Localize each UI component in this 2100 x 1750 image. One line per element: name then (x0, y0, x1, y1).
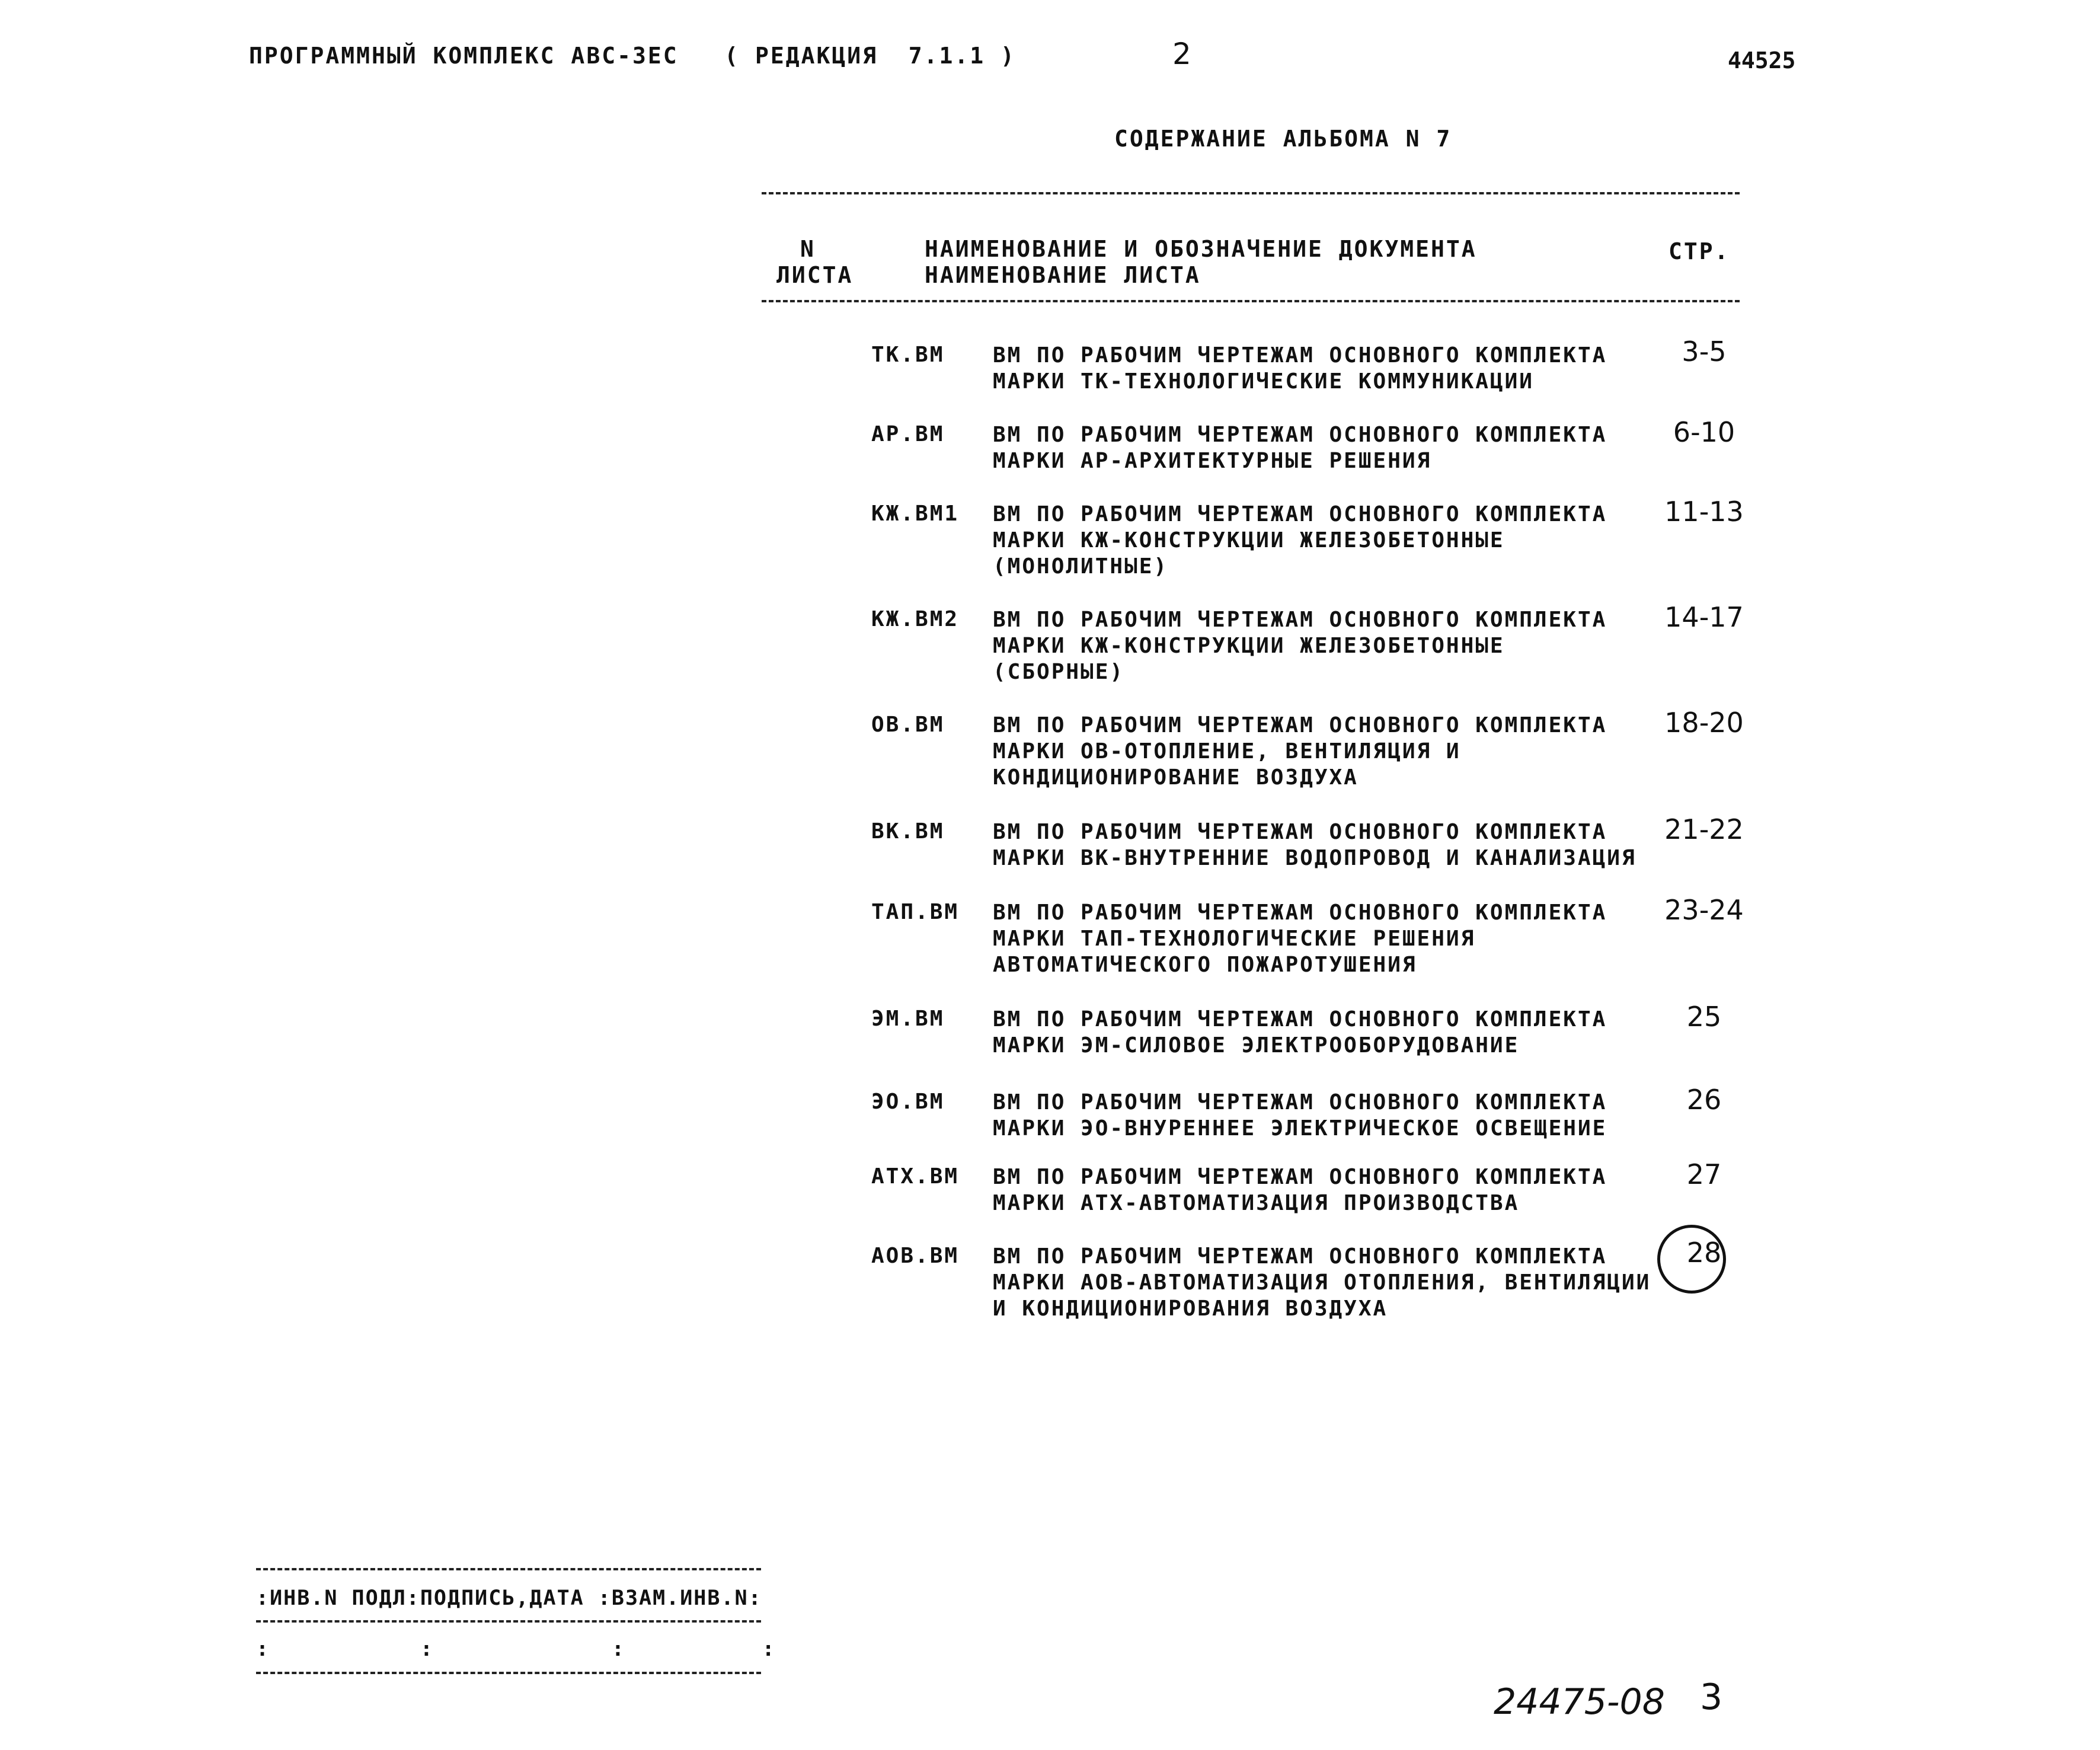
row-pages: 21-22 (1664, 813, 1744, 845)
row-title (993, 900, 1645, 978)
row-title-line: ВМ ПО РАБОЧИМ ЧЕРТЕЖАМ ОСНОВНОГО КОМПЛЕКТА (993, 343, 1607, 368)
row-title (993, 422, 1645, 474)
page-number: 2 (1172, 37, 1191, 71)
row-title-line: (СБОРНЫЕ) (993, 660, 1125, 684)
stamp-header: :ИНВ.N ПОДЛ:ПОДПИСЬ,ДАТА :ВЗАМ.ИНВ.N: (256, 1586, 762, 1610)
row-title (993, 1007, 1645, 1059)
row-title-line: МАРКИ ТК-ТЕХНОЛОГИЧЕСКИЕ КОММУНИКАЦИИ (993, 369, 1534, 394)
row-pages: 3-5 (1682, 336, 1727, 368)
row-title-line: МАРКИ КЖ-КОНСТРУКЦИИ ЖЕЛЕЗОБЕТОННЫЕ (993, 528, 1505, 553)
row-pages: 27 (1686, 1158, 1722, 1190)
row-title (993, 819, 1645, 871)
row-title-line: МАРКИ ТАП-ТЕХНОЛОГИЧЕСКИЕ РЕШЕНИЯ (993, 927, 1476, 951)
stamp-empty-row: : : : : (256, 1637, 776, 1661)
row-pages: 6-10 (1673, 416, 1735, 448)
row-code: ЭМ.ВМ (871, 1007, 945, 1031)
row-title-line: ВМ ПО РАБОЧИМ ЧЕРТЕЖАМ ОСНОВНОГО КОМПЛЕКТА (993, 1165, 1607, 1189)
row-title-line: МАРКИ АР-АРХИТЕКТУРНЫЕ РЕШЕНИЯ (993, 449, 1432, 473)
row-title-line: МАРКИ ВК-ВНУТРЕННИЕ ВОДОПРОВОД И КАНАЛИЗАЦИЯ (993, 846, 1636, 870)
col-header-no-1: N (800, 236, 816, 262)
row-title-line: МАРКИ АОВ-АВТОМАТИЗАЦИЯ ОТОПЛЕНИЯ, ВЕНТИЛЯЦИИ (993, 1270, 1651, 1295)
row-code: ЭО.ВМ (871, 1090, 945, 1114)
page-title: СОДЕРЖАНИЕ АЛЬБОМА N 7 (1114, 126, 1452, 152)
row-title (993, 607, 1645, 685)
row-code: ТАП.ВМ (871, 900, 960, 924)
row-title-line: КОНДИЦИОНИРОВАНИЕ ВОЗДУХА (993, 765, 1359, 790)
row-title-line: ВМ ПО РАБОЧИМ ЧЕРТЕЖАМ ОСНОВНОГО КОМПЛЕКТА (993, 820, 1607, 844)
stamp-top-rule (256, 1568, 761, 1570)
row-code: ВК.ВМ (871, 819, 945, 844)
row-pages: 14-17 (1664, 601, 1744, 633)
row-title-line: (МОНОЛИТНЫЕ) (993, 554, 1169, 579)
row-code: ТК.ВМ (871, 343, 945, 367)
col-header-name-2: НАИМЕНОВАНИЕ ЛИСТА (925, 262, 1201, 288)
row-title (993, 1090, 1645, 1142)
row-pages: 26 (1686, 1084, 1722, 1116)
row-title-line: ВМ ПО РАБОЧИМ ЧЕРТЕЖАМ ОСНОВНОГО КОМПЛЕКТА (993, 900, 1607, 925)
col-header-page: СТР. (1669, 238, 1730, 264)
stamp-mid-rule (256, 1620, 761, 1623)
row-title-line: ВМ ПО РАБОЧИМ ЧЕРТЕЖАМ ОСНОВНОГО КОМПЛЕКТА (993, 1090, 1607, 1114)
row-title-line: ВМ ПО РАБОЧИМ ЧЕРТЕЖАМ ОСНОВНОГО КОМПЛЕКТА (993, 713, 1607, 737)
col-header-name-1: НАИМЕНОВАНИЕ И ОБОЗНАЧЕНИЕ ДОКУМЕНТА (925, 236, 1477, 262)
row-title-line: ВМ ПО РАБОЧИМ ЧЕРТЕЖАМ ОСНОВНОГО КОМПЛЕКТА (993, 1007, 1607, 1032)
row-pages: 25 (1686, 1001, 1722, 1033)
sheet-number: 3 (1700, 1676, 1723, 1718)
row-pages: 18-20 (1664, 707, 1744, 739)
table-header-rule (762, 300, 1740, 302)
program-header: ПРОГРАММНЫЙ КОМПЛЕКС АВС-ЗЕС ( РЕДАКЦИЯ 7.1.1 ) (249, 43, 1016, 69)
row-code: КЖ.ВМ2 (871, 607, 960, 631)
row-code: АОВ.ВМ (871, 1244, 960, 1268)
row-title-line: МАРКИ КЖ-КОНСТРУКЦИИ ЖЕЛЕЗОБЕТОННЫЕ (993, 634, 1505, 658)
row-title (993, 713, 1645, 791)
row-title-line: АВТОМАТИЧЕСКОГО ПОЖАРОТУШЕНИЯ (993, 953, 1417, 977)
row-pages: 23-24 (1664, 894, 1744, 926)
row-title-line: МАРКИ АТХ-АВТОМАТИЗАЦИЯ ПРОИЗВОДСТВА (993, 1191, 1520, 1215)
row-title (993, 343, 1645, 395)
row-title-line: ВМ ПО РАБОЧИМ ЧЕРТЕЖАМ ОСНОВНОГО КОМПЛЕКТА (993, 423, 1607, 447)
row-title (993, 1244, 1651, 1322)
row-title-line: МАРКИ ЭО-ВНУРЕННЕЕ ЭЛЕКТРИЧЕСКОЕ ОСВЕЩЕНИЕ (993, 1116, 1607, 1141)
stamp-bottom-rule (256, 1672, 761, 1674)
row-title-line: И КОНДИЦИОНИРОВАНИЯ ВОЗДУХА (993, 1296, 1388, 1321)
row-title (993, 502, 1645, 580)
row-title-line: МАРКИ ЭМ-СИЛОВОЕ ЭЛЕКТРООБОРУДОВАНИЕ (993, 1033, 1520, 1058)
row-code: КЖ.ВМ1 (871, 502, 960, 526)
row-pages: 28 (1686, 1237, 1722, 1269)
row-code: АР.ВМ (871, 422, 945, 446)
handwritten-number: 24475-08 (1494, 1681, 1665, 1723)
row-title-line: ВМ ПО РАБОЧИМ ЧЕРТЕЖАМ ОСНОВНОГО КОМПЛЕКТА (993, 1244, 1607, 1269)
row-pages: 11-13 (1664, 496, 1744, 528)
col-header-no-2: ЛИСТА (776, 262, 854, 288)
row-title-line: ВМ ПО РАБОЧИМ ЧЕРТЕЖАМ ОСНОВНОГО КОМПЛЕКТА (993, 608, 1607, 632)
row-code: АТХ.ВМ (871, 1164, 960, 1189)
row-title (993, 1164, 1645, 1216)
row-code: ОВ.ВМ (871, 713, 945, 737)
row-title-line: ВМ ПО РАБОЧИМ ЧЕРТЕЖАМ ОСНОВНОГО КОМПЛЕКТА (993, 502, 1607, 526)
row-title-line: МАРКИ ОВ-ОТОПЛЕНИЕ, ВЕНТИЛЯЦИЯ И (993, 739, 1461, 764)
document-number: 44525 (1728, 47, 1796, 74)
table-top-rule (762, 192, 1740, 194)
page-circle-mark (1657, 1225, 1726, 1294)
